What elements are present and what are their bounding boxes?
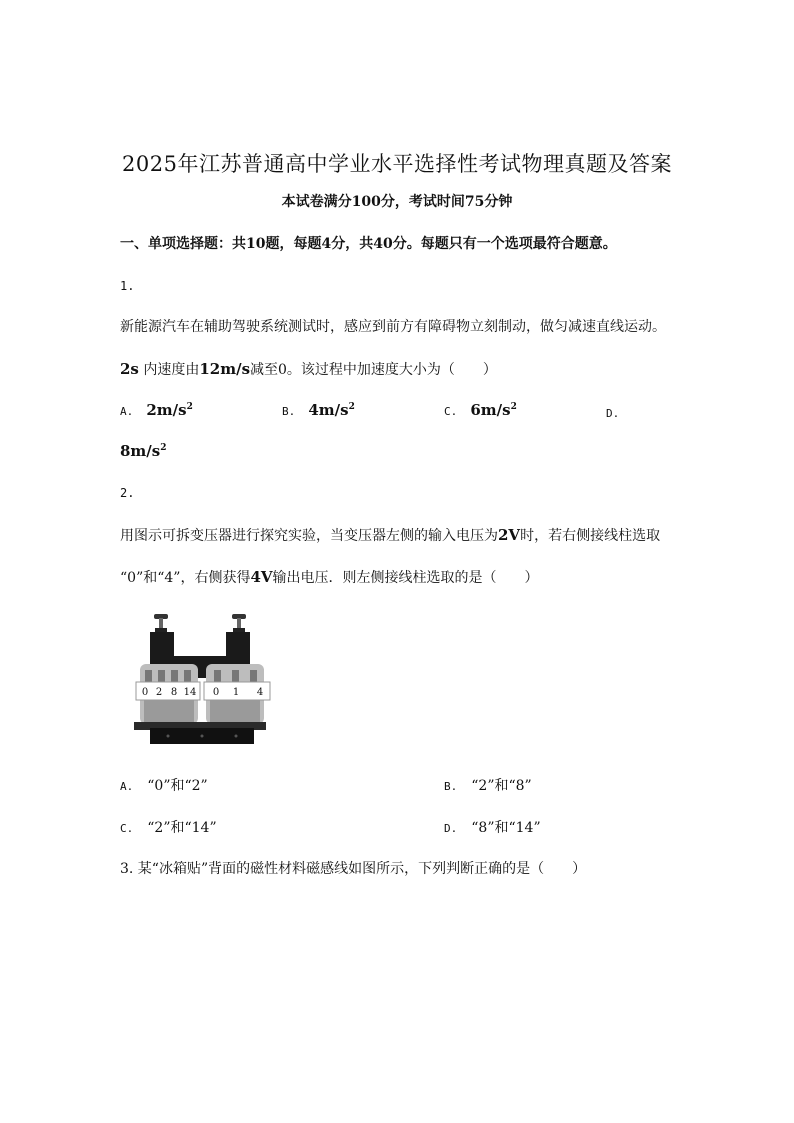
q2-number: 2. [120,486,135,500]
left-knob [154,614,168,633]
q2-stem-line1 [120,525,660,545]
q1-stem-line2 [120,359,497,379]
q2-text-d: 输出电压．则左侧接线柱选取的是（ ） [272,570,539,586]
q1-option-d-letter[interactable]: D. [606,407,620,420]
q1-velocity: 12m/s [199,360,251,378]
option-value: $4m/s^2$ [308,401,355,419]
left-label-14: 14 [183,687,197,698]
q2-option-b[interactable]: B. “2”和“8” [444,778,532,794]
left-label-0: 0 [141,687,149,698]
q2-text-a: 用图示可拆变压器进行探究实验，当变压器左侧的输入电压为 [120,528,498,544]
option-value: $6m/s^2$ [470,401,517,419]
left-label-8: 8 [170,687,178,698]
q1-option-c[interactable] [444,400,517,419]
q1-text-b: 减至0。该过程中加速度大小为（ ） [250,362,497,378]
q1-time: 2s [120,360,139,378]
q2-output-voltage: 4V [250,568,273,586]
q1-text-a: 内速度由 [143,362,200,378]
right-label-0: 0 [212,687,220,698]
q1-option-a[interactable] [120,400,193,419]
option-letter: B. [282,405,296,418]
right-knob [232,614,246,633]
q2-option-c[interactable]: C. “2”和“14” [120,820,217,836]
q1-option-d-value[interactable]: $8m/s^2$ [120,442,167,460]
q2-text-b: 时，若右侧接线柱选取 [520,528,661,544]
q2-input-voltage: 2V [498,526,521,544]
q1-stem-line1: 新能源汽车在辅助驾驶系统测试时，感应到前方有障碍物立刻制动，做匀减速直线运动。 [120,319,666,335]
right-label-4: 4 [256,687,264,698]
q2-option-a[interactable]: A. “0”和“2” [120,778,208,794]
transformer-figure [128,610,276,750]
option-letter: C. [444,405,458,418]
q1-option-b[interactable] [282,400,355,419]
section-heading: 一、单项选择题：共10题，每题4分，共40分。每题只有一个选项最符合题意。 [120,236,617,252]
q3-stem: 3. 某“冰箱贴”背面的磁性材料磁感线如图所示，下列判断正确的是（ ） [120,861,587,877]
q2-stem-line2 [120,567,539,587]
option-value: $2m/s^2$ [146,401,193,419]
option-letter: A. [120,405,134,418]
right-label-1: 1 [232,687,240,698]
q2-text-c: “0”和“4”，右侧获得 [120,570,251,586]
q1-number: 1. [120,279,135,293]
q2-option-d[interactable]: D. “8”和“14” [444,820,541,836]
left-label-2: 2 [155,687,163,698]
exam-info: 本试卷满分100分，考试时间75分钟 [281,194,513,210]
page-title: 2025年江苏普通高中学业水平选择性考试物理真题及答案 [122,152,672,176]
